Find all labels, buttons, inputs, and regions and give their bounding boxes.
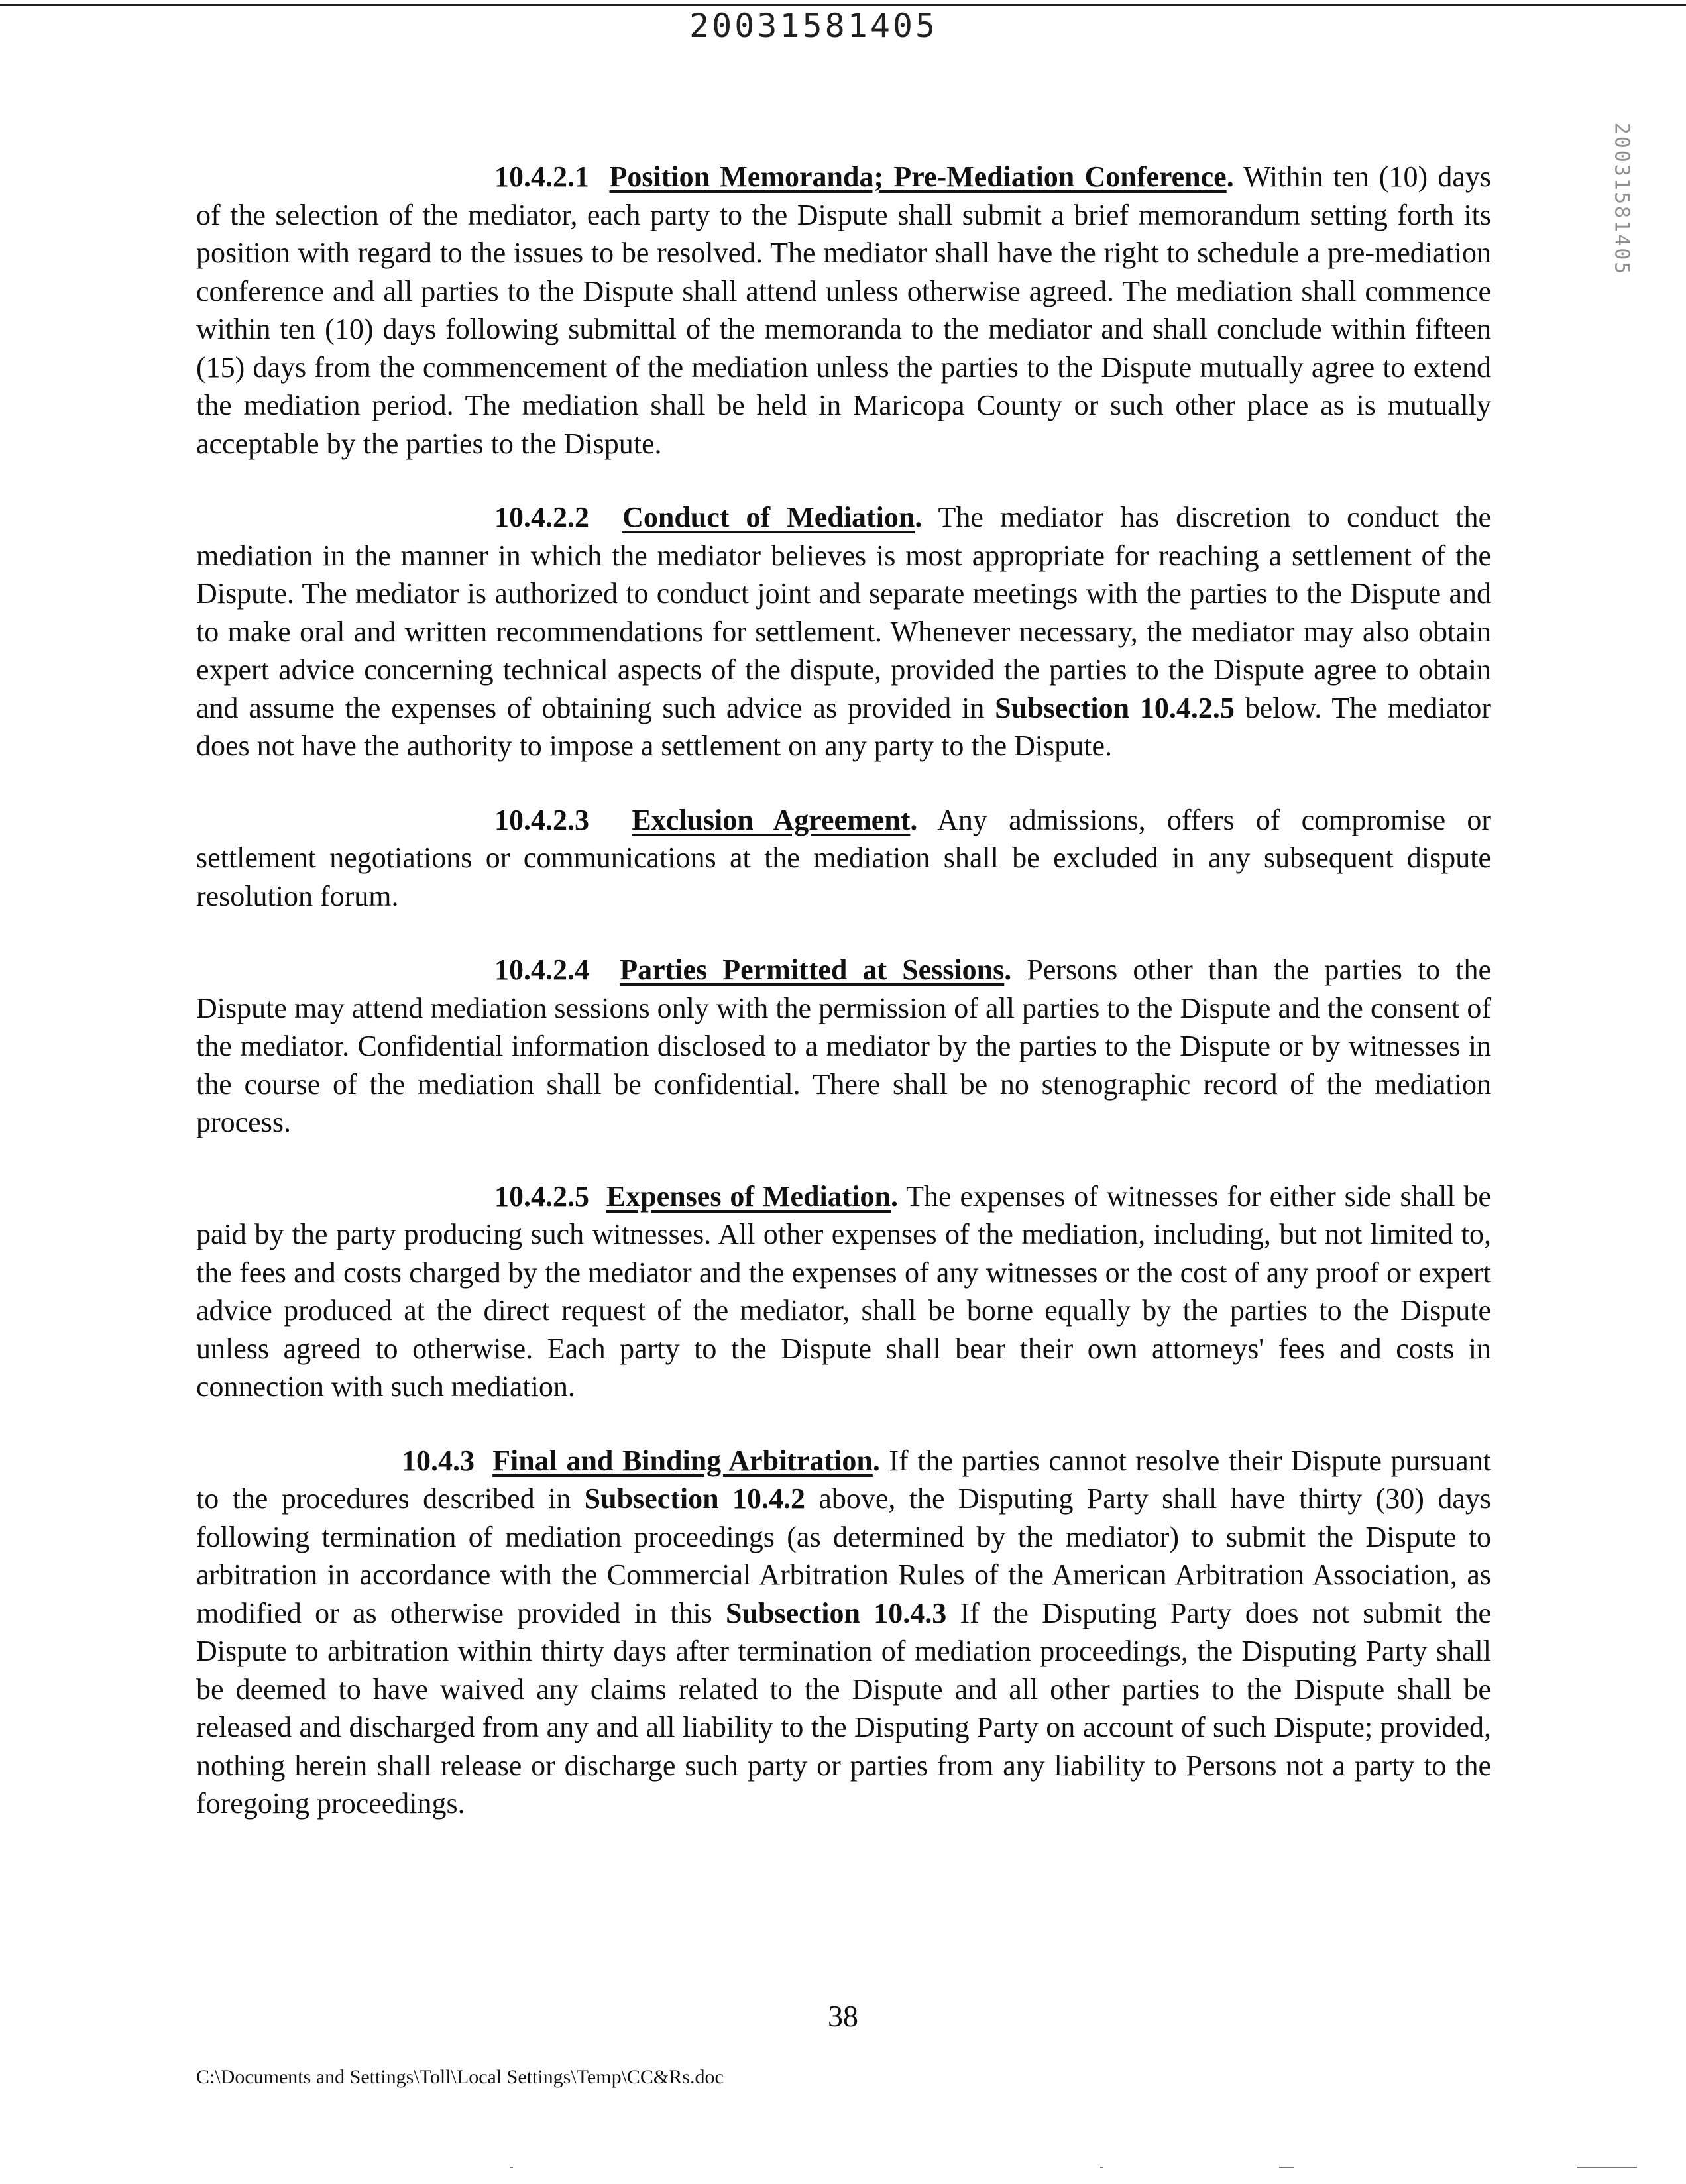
- section-text: Within ten (10) days of the selection of the mediator, each party to the Dispute shall submit a brief memorandum setting forth its position with regard to the issues to be resolved. The mediator shall have the right to schedule a pre-mediation conference and all parties to the Dispute shall attend unless otherwise agreed. The mediation shall commence within ten (10) days following submittal of the memoranda to the mediator and shall conclude within fifteen (15) days from the commencement of the mediation unless the parties to the Dispute mutually agree to extend the mediation period. The mediation shall be held in Maricopa County or such other place as is mutually acceptable by the parties to the Dispute.: [196, 160, 1491, 460]
- section-10-4-3: 10.4.3 Final and Binding Arbitration. If the parties cannot resolve their Dispute pursuant to the procedures described in Subsection 10.4.2 above, the Disputing Party shall have thirty (30) days following termination of mediation proceedings (as determined by the mediator) to submit the Dispute to arbitration in accordance with the Commercial Arbitration Rules of the American Arbitration Association, as modified or as otherwise provided in this Subsection 10.4.3 If the Disputing Party does not submit the Dispute to arbitration within thirty days after termination of mediation proceedings, the Disputing Party shall be deemed to have waived any claims related to the Dispute and all other parties to the Dispute shall be released and discharged from any and all liability to the Disputing Party on account of such Dispute; provided, nothing herein shall release or discharge such party or parties from any liability to Persons not a party to the foregoing proceedings.: [196, 1444, 1491, 1820]
- file-path: C:\Documents and Settings\Toll\Local Settings\Temp\CC&Rs.doc: [196, 2066, 724, 2088]
- section-text: The expenses of witnesses for either side shall be paid by the party producing such witnesses. All other expenses of the mediation, including, but not limited to, the fees and costs charged by the mediator and the expenses of any witnesses or the cost of any proof or expert advice produced at the direct request of the mediator, shall be borne equally by the parties to the Dispute unless agreed to otherwise. Each party to the Dispute shall bear their own attorneys' fees and costs in connection with such mediation.: [196, 1179, 1491, 1403]
- section-text: above, the Disputing Party shall have thirty (30) days following termination of mediation proceedings (as determined by the mediator) to submit the Dispute to arbitration in accordance with the Commercial Arbitration Rules of the American Arbitration Association, as modified or as otherwise provided in this: [196, 1482, 1491, 1629]
- section-10-4-2-4: 10.4.2.4 Parties Permitted at Sessions. Persons other than the parties to the Dispute may attend mediation sessions only with the permission of all parties to the Dispute and the consent of the mediator. Confidential information disclosed to a mediator by the parties to the Dispute or by witnesses in the course of the mediation shall be confidential. There shall be no stenographic record of the mediation process.: [196, 954, 1492, 1138]
- section-text: Persons other than the parties to the Dispute may attend mediation sessions only with the permission of all parties to the Dispute and the consent of the mediator. Confidential information disclosed to a mediator by the parties to the Dispute or by witnesses in the course of the mediation shall be confidential. There shall be no stenographic record of the mediation process.: [196, 954, 1492, 1138]
- section-heading: Final and Binding Arbitration: [492, 1444, 873, 1477]
- section-text: If the parties cannot resolve their Dispute pursuant to the procedures described in: [196, 1444, 1491, 1515]
- document-body: [196, 158, 1491, 1859]
- section-number: 10.4.2.5: [494, 1179, 589, 1213]
- section-10-4-2-2: 10.4.2.2 Conduct of Mediation. The mediator has discretion to conduct the mediation in the manner in which the mediator believes is most appropriate for reaching a settlement of the Dispute. The mediator is authorized to conduct joint and separate meetings with the parties to the Dispute and to make oral and written recommendations for settlement. Whenever necessary, the mediator may also obtain expert advice concerning technical aspects of the dispute, provided the parties to the Dispute agree to obtain and assume the expenses of obtaining such advice as provided in Subsection 10.4.2.5 below. The mediator does not have the authority to impose a settlement on any party to the Dispute.: [196, 501, 1492, 762]
- document-number: 20031581405: [689, 7, 938, 45]
- section-number: 10.4.2.3: [494, 803, 589, 836]
- section-number: 10.4.3: [402, 1444, 475, 1477]
- section-text: Any admissions, offers of compromise or settlement negotiations or communications at the mediation shall be excluded in any subsequent dispute resolution forum.: [196, 803, 1491, 912]
- side-stamp: [1599, 99, 1645, 298]
- header-rule: [0, 4, 1686, 6]
- cross-reference: Subsection 10.4.3: [726, 1596, 947, 1629]
- section-number: 10.4.2.4: [494, 954, 589, 986]
- section-number: 10.4.2.1: [494, 160, 589, 193]
- section-number: 10.4.2.2: [494, 501, 589, 533]
- section-text: below. The mediator does not have the authority to impose a settlement on any party to the Dispute.: [196, 691, 1491, 762]
- side-stamp-text: 20031581405: [1610, 122, 1634, 276]
- section-heading: Conduct of Mediation: [622, 501, 915, 533]
- section-text: If the Disputing Party does not submit the Dispute to arbitration within thirty days after termination of mediation proceedings, the Disputing Party shall be deemed to have waived any claims related to the Dispute and all other parties to the Dispute shall be released and discharged from any and all liability to the Disputing Party on account of such Dispute; provided, nothing herein shall release or discharge such party or parties from any liability to Persons not a party to the foregoing proceedings.: [196, 1596, 1491, 1820]
- page-number: 38: [828, 1999, 858, 2033]
- cross-reference: Subsection 10.4.2.5: [995, 691, 1235, 724]
- section-10-4-2-1: 10.4.2.1 Position Memoranda; Pre-Mediation Conference. Within ten (10) days of the selection of the mediator, each party to the Dispute shall submit a brief memorandum setting forth its position with regard to the issues to be resolved. The mediator shall have the right to schedule a pre-mediation conference and all parties to the Dispute shall attend unless otherwise agreed. The mediation shall commence within ten (10) days following submittal of the memoranda to the mediator and shall conclude within fifteen (15) days from the commencement of the mediation unless the parties to the Dispute mutually agree to extend the mediation period. The mediation shall be held in Maricopa County or such other place as is mutually acceptable by the parties to the Dispute.: [196, 160, 1491, 460]
- section-10-4-2-3: 10.4.2.3 Exclusion Agreement. Any admissions, offers of compromise or settlement negotiations or communications at the mediation shall be excluded in any subsequent dispute resolution forum.: [196, 803, 1491, 912]
- section-heading: Expenses of Mediation: [606, 1179, 891, 1213]
- section-heading: Exclusion Agreement: [632, 803, 911, 836]
- cross-reference: Subsection 10.4.2: [584, 1482, 805, 1515]
- section-text: The mediator has discretion to conduct the mediation in the manner in which the mediator believes is most appropriate for reaching a settlement of the Dispute. The mediator is authorized to conduct joint and separate meetings with the parties to the Dispute and to make oral and written recommendations for settlement. Whenever necessary, the mediator may also obtain expert advice concerning technical aspects of the dispute, provided the parties to the Dispute agree to obtain and assume the expenses of obtaining such advice as provided in: [196, 501, 1492, 724]
- scan-marks: [0, 2161, 1686, 2175]
- section-10-4-2-5: 10.4.2.5 Expenses of Mediation. The expenses of witnesses for either side shall be paid by the party producing such witnesses. All other expenses of the mediation, including, but not limited to, the fees and costs charged by the mediator and the expenses of any witnesses or the cost of any proof or expert advice produced at the direct request of the mediator, shall be borne equally by the parties to the Dispute unless agreed to otherwise. Each party to the Dispute shall bear their own attorneys' fees and costs in connection with such mediation.: [196, 1179, 1491, 1403]
- section-heading: Position Memoranda; Pre-Mediation Conference: [609, 160, 1227, 193]
- section-heading: Parties Permitted at Sessions: [620, 954, 1005, 986]
